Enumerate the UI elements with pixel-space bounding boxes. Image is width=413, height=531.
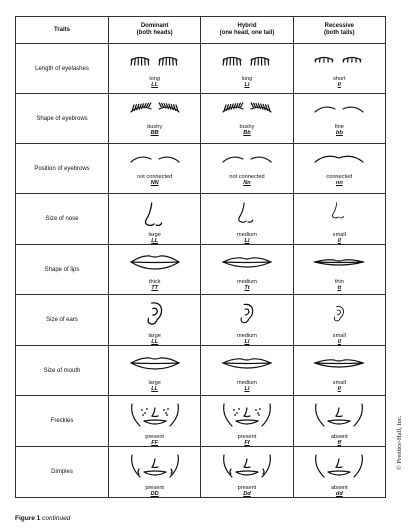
hybrid-cell xyxy=(201,447,293,498)
phenotype-label: present xyxy=(237,434,257,440)
nose-icon xyxy=(201,200,292,231)
recessive-cell xyxy=(293,194,385,245)
freckles-face-icon xyxy=(109,402,200,433)
recessive-cell xyxy=(293,447,385,498)
genotype-label: Ll xyxy=(244,82,250,88)
phenotype-label: bushy xyxy=(147,124,163,130)
trait-name: Size of ears xyxy=(16,295,109,346)
recessive-cell xyxy=(293,245,385,295)
ear-icon xyxy=(201,301,292,332)
eyelashes-icon xyxy=(201,50,292,75)
phenotype-label: medium xyxy=(237,279,257,285)
genotype-label: nn xyxy=(335,180,343,186)
lips-icon xyxy=(294,251,385,278)
phenotype-label: thick xyxy=(148,279,161,285)
recessive-cell xyxy=(293,396,385,447)
genotype-label: ll xyxy=(337,82,341,88)
traits-table xyxy=(15,16,386,498)
phenotype-label: medium xyxy=(237,380,257,386)
trait-name: Size of nose xyxy=(16,194,109,245)
dominant-cell xyxy=(109,396,201,447)
recessive-cell xyxy=(293,295,385,346)
genotype-label: Ll xyxy=(244,238,250,244)
genotype-label: dd xyxy=(335,491,343,497)
phenotype-label: present xyxy=(237,485,257,491)
hybrid-cell xyxy=(201,396,293,447)
header-dominant xyxy=(109,17,201,44)
copyright-credit: © Prentice-Hall, Inc. xyxy=(396,415,403,470)
dimples-face-icon xyxy=(201,453,292,484)
header-recessive-sub: (both tails) xyxy=(323,30,355,36)
header-recessive xyxy=(293,17,385,44)
dominant-cell xyxy=(109,194,201,245)
genotype-label: LL xyxy=(151,238,159,244)
genotype-label: NN xyxy=(150,180,159,186)
phenotype-label: present xyxy=(145,485,164,491)
mouth-icon xyxy=(294,352,385,379)
phenotype-label: not connected xyxy=(229,174,265,180)
recessive-cell xyxy=(293,144,385,194)
genotype-label: Bb xyxy=(243,130,251,136)
eyebrows-icon xyxy=(109,100,200,123)
dominant-cell xyxy=(109,144,201,194)
genotype-label: Ll xyxy=(244,339,250,345)
figure-caption-label: Figure 1 xyxy=(15,515,41,522)
hybrid-cell xyxy=(201,346,293,396)
trait-name: Shape of eyebrows xyxy=(16,94,109,144)
phenotype-label: medium xyxy=(237,232,257,238)
phenotype-label: present xyxy=(145,434,164,440)
eyelashes-icon xyxy=(294,50,385,75)
genotype-label: tt xyxy=(337,285,342,291)
lips-icon xyxy=(201,251,292,278)
dominant-cell xyxy=(109,346,201,396)
genotype-label: FF xyxy=(151,440,159,446)
dominant-cell xyxy=(109,245,201,295)
eyebrow-position-icon xyxy=(109,150,200,173)
genotype-label: ll xyxy=(337,339,341,345)
genotype-label: LL xyxy=(151,386,159,392)
phenotype-label: small xyxy=(332,333,346,339)
hybrid-cell xyxy=(201,295,293,346)
hybrid-cell xyxy=(201,245,293,295)
header-recessive-title: Recessive xyxy=(324,23,354,29)
genotype-label: Ff xyxy=(244,440,250,446)
recessive-cell xyxy=(293,94,385,144)
figure-caption xyxy=(15,515,70,522)
phenotype-label: thin xyxy=(334,279,344,285)
genotype-label: ll xyxy=(337,386,341,392)
freckles-face-icon xyxy=(201,402,292,433)
dominant-cell xyxy=(109,94,201,144)
hybrid-cell xyxy=(201,44,293,94)
mouth-icon xyxy=(201,352,292,379)
phenotype-label: fine xyxy=(334,124,344,130)
eyebrows-icon xyxy=(201,100,292,123)
phenotype-label: long xyxy=(149,76,160,82)
header-row xyxy=(16,17,386,44)
dominant-cell xyxy=(109,44,201,94)
header-hybrid-title: Hybrid xyxy=(237,23,257,29)
genotype-label: Ll xyxy=(244,386,250,392)
genotype-label: bb xyxy=(335,130,343,136)
header-dominant-sub: (both heads) xyxy=(136,30,173,36)
header-hybrid xyxy=(201,17,293,44)
eyebrow-position-icon xyxy=(201,150,292,173)
trait-name: Length of eyelashes xyxy=(16,44,109,94)
genotype-label: BB xyxy=(150,130,159,136)
ear-icon xyxy=(109,301,200,332)
phenotype-label: connected xyxy=(326,174,353,180)
table-row xyxy=(16,447,386,498)
nose-icon xyxy=(109,200,200,231)
table-row xyxy=(16,144,386,194)
table-row xyxy=(16,44,386,94)
mouth-icon xyxy=(109,352,200,379)
phenotype-label: large xyxy=(148,380,161,386)
hybrid-cell xyxy=(201,194,293,245)
header-traits: Traits xyxy=(16,17,109,44)
phenotype-label: medium xyxy=(237,333,257,339)
phenotype-label: small xyxy=(332,380,346,386)
header-hybrid-sub: (one head, one tail) xyxy=(219,30,275,36)
nose-icon xyxy=(294,200,385,231)
recessive-cell xyxy=(293,44,385,94)
table-row xyxy=(16,245,386,295)
freckles-face-icon xyxy=(294,402,385,433)
genotype-label: TT xyxy=(151,285,159,291)
lips-icon xyxy=(109,251,200,278)
ear-icon xyxy=(294,301,385,332)
recessive-cell xyxy=(293,346,385,396)
phenotype-label: bushy xyxy=(239,124,255,130)
phenotype-label: not connected xyxy=(137,174,173,180)
header-dominant-title: Dominant xyxy=(140,23,169,29)
hybrid-cell xyxy=(201,94,293,144)
genotype-label: Tt xyxy=(244,285,250,291)
table-row xyxy=(16,94,386,144)
eyebrows-icon xyxy=(294,100,385,123)
table-row xyxy=(16,194,386,245)
genotype-label: DD xyxy=(150,491,159,497)
dominant-cell xyxy=(109,295,201,346)
hybrid-cell xyxy=(201,144,293,194)
genotype-label: LL xyxy=(151,82,159,88)
dimples-face-icon xyxy=(109,453,200,484)
phenotype-label: short xyxy=(333,76,346,82)
phenotype-label: large xyxy=(148,333,161,339)
genotype-label: Dd xyxy=(243,491,251,497)
genotype-label: Nn xyxy=(243,180,251,186)
eyebrow-position-icon xyxy=(294,150,385,173)
trait-name: Size of mouth xyxy=(16,346,109,396)
eyelashes-icon xyxy=(109,50,200,75)
genotype-label: ll xyxy=(337,238,341,244)
table-row xyxy=(16,396,386,447)
trait-name: Dimples xyxy=(16,447,109,498)
phenotype-label: absent xyxy=(330,434,348,440)
table-row xyxy=(16,295,386,346)
trait-name: Position of eyebrows xyxy=(16,144,109,194)
phenotype-label: large xyxy=(148,232,161,238)
dominant-cell xyxy=(109,447,201,498)
table-row xyxy=(16,346,386,396)
trait-name: Freckles xyxy=(16,396,109,447)
genotype-label: ff xyxy=(337,440,342,446)
phenotype-label: absent xyxy=(330,485,348,491)
trait-name: Shape of lips xyxy=(16,245,109,295)
figure-caption-continued: continued xyxy=(42,515,71,522)
phenotype-label: small xyxy=(332,232,346,238)
phenotype-label: long xyxy=(241,76,253,82)
dimples-face-icon xyxy=(294,453,385,484)
genotype-label: LL xyxy=(151,339,159,345)
